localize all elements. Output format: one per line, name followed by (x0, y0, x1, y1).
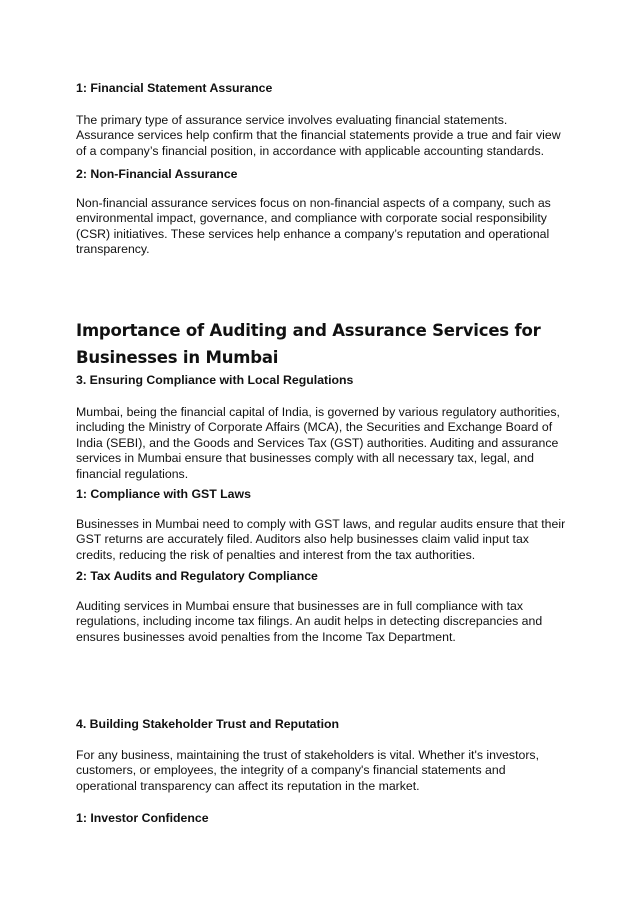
section-ensuring-compliance (76, 372, 566, 482)
section-investor-confidence (76, 810, 566, 826)
heading-ensuring-compliance: 3. Ensuring Compliance with Local Regulations (76, 373, 354, 387)
paragraph-ensuring-compliance: Mumbai, being the financial capital of India, is governed by various regulatory authorities, including the Ministry of Corporate Affairs (MCA), the Securities and Exchange Board of India (SEBI), and the Goods and Services Tax (GST) authorities. Auditing and assurance services in Mumbai ensure that businesses comply with all necessary tax, legal, and financial regulations. (76, 405, 560, 481)
section-tax-audits (76, 568, 566, 645)
paragraph-non-financial-assurance: Non-financial assurance services focus on non-financial aspects of a company, such as environmental impact, governance, and compliance with corporate social responsibility (CSR) initiatives. These services help enhance a company’s reputation and operational transparency. (76, 196, 551, 257)
section-title-block (76, 317, 566, 371)
section-non-financial-assurance (76, 166, 566, 258)
heading-investor-confidence: 1: Investor Confidence (76, 811, 209, 825)
heading-financial-statement-assurance: 1: Financial Statement Assurance (76, 81, 273, 95)
heading-gst-compliance: 1: Compliance with GST Laws (76, 487, 251, 501)
section-financial-statement-assurance (76, 80, 566, 159)
paragraph-stakeholder-trust: For any business, maintaining the trust of stakeholders is vital. Whether it's investors, customers, or employees, the integrity of a company's financial statements and operational transparency can affect its reputation in the market. (76, 748, 540, 793)
paragraph-gst-compliance: Businesses in Mumbai need to comply with GST laws, and regular audits ensure that their GST returns are accurately filed. Auditors also help businesses claim valid input tax credits, reducing the risk of penalties and interest from the tax authorities. (76, 517, 566, 562)
paragraph-tax-audits: Auditing services in Mumbai ensure that businesses are in full compliance with tax regulations, including income tax filings. An audit helps in detecting discrepancies and ensures businesses avoid penalties from the Income Tax Department. (76, 599, 543, 644)
section-gst-compliance (76, 486, 566, 563)
heading-stakeholder-trust: 4. Building Stakeholder Trust and Reputation (76, 717, 340, 731)
paragraph-financial-statement-assurance: The primary type of assurance service involves evaluating financial statements. Assurance services help confirm that the financial statements provide a true and fair view of a company’s financial position, in accordance with applicable accounting standards. (76, 113, 561, 158)
heading-non-financial-assurance: 2: Non-Financial Assurance (76, 167, 238, 181)
heading-tax-audits: 2: Tax Audits and Regulatory Compliance (76, 569, 318, 583)
section-stakeholder-trust (76, 716, 566, 794)
section-title: Importance of Auditing and Assurance Services for Businesses in Mumbai (76, 321, 541, 367)
